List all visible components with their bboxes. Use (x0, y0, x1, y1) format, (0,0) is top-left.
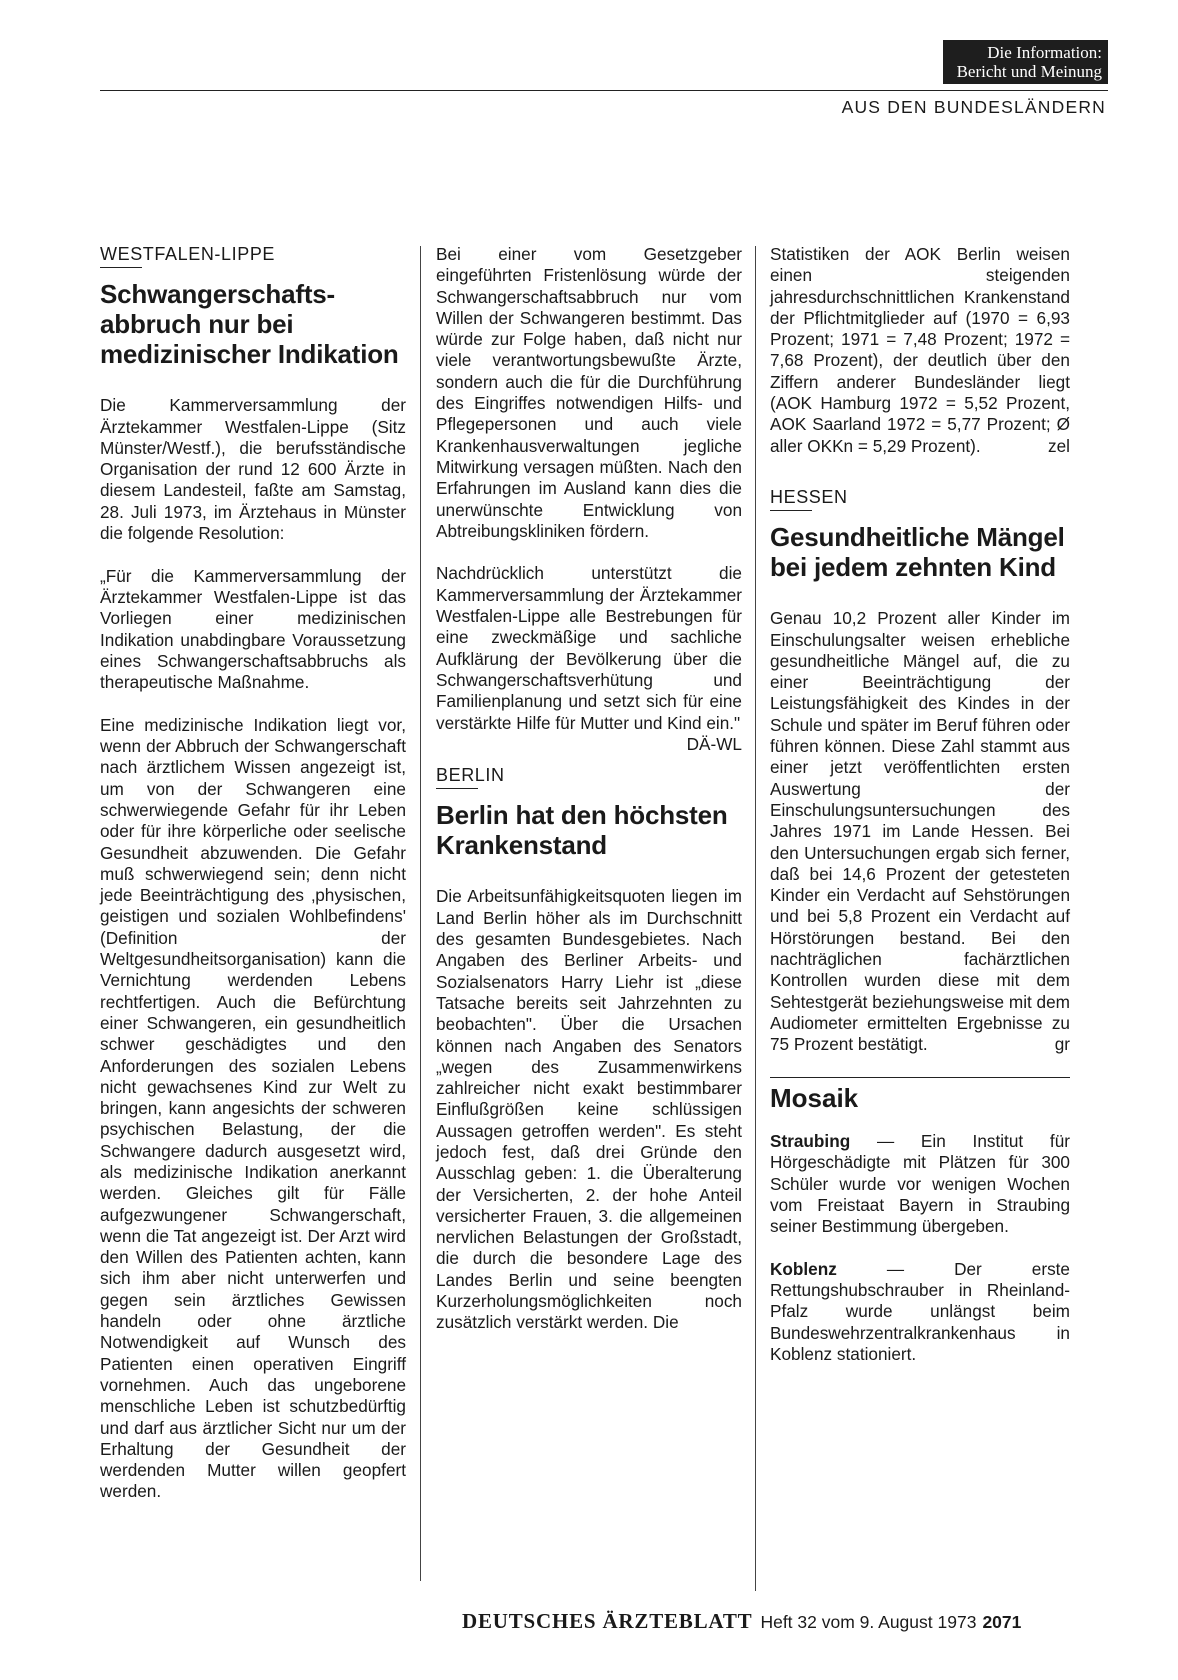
mosaik-item-text: — Der erste Rettungshubschrauber in Rheinland-Pfalz wurde unlängst beim Bundeswehrzentralkrankenhaus in Koblenz stationiert. (770, 1258, 1070, 1365)
article-2-signature: zel (1048, 435, 1070, 456)
magazine-name: DEUTSCHES ÄRZTEBLATT (462, 1609, 753, 1633)
article-1-title: Schwangerschafts-abbruch nur bei medizinischer Indikation (100, 279, 399, 370)
article-1-paragraph: Eine medizinische Indikation liegt vor, wenn der Abbruch der Schwangerschaft nach ärztlichem Wissen angezeigt ist, um von der Schwangeren eine schwerwiegende Gefahr für ihr Leben oder für ihre körperliche oder seelische Gesundheit abzuwenden. Die Gefahr muß schwerwiegend sein; denn nicht jede Beeinträchtigung des ‚physischen, geistigen und sozialen Wohlbefindens' (Definition der Weltgesundheitsorganisation) kann die Vernichtung werdenden Lebens rechtfertigen. Auch die Befürchtung einer Schwangeren, ein gesundheitlich schwer geschädigtes und den Anforderungen des sozialen Lebens nicht gewachsenes Kind zur Welt zu bringen, kann angesichts der schweren psychischen Belastung, der die Schwangere dadurch ausgesetzt wird, als medizinische Indikation anerkannt werden. Gleiches gilt für Fälle aufgezwungener Schwangerschaft, wenn die Tat angezeigt ist. Der Arzt wird den Willen des Patienten achten, kann sich ihm aber nicht unterwerfen und gegen sein ärztliches Gewissen handeln oder ohne ärztliche Notwendigkeit auf Wunsch des Patienten einen operativen Eingriff vornehmen. Auch das ungeborene menschliche Leben ist schutzbedürftig und darf aus ärztlicher Sicht nur um der Erhaltung der Gesundheit der werdenden Mutter willen geopfert werden. (100, 714, 406, 1502)
article-2-region: BERLIN (436, 765, 505, 786)
article-1-region: WESTFALEN-LIPPE (100, 244, 276, 264)
badge-line-1: Die Information: (987, 43, 1102, 62)
mosaik-item (770, 1259, 1070, 1365)
section-heading: AUS DEN BUNDESLÄNDERN (841, 97, 1106, 117)
article-3-paragraph-text: Genau 10,2 Prozent aller Kinder im Einschulungsalter weisen erhebliche gesundheitliche Mängel auf, die zu einer Beeinträchtigung der Leistungsfähigkeit des Kindes in der Schule und später im Beruf führen oder führen können. Diese Zahl stammt aus einer jetzt veröffentlichten ersten Auswertung der Einschulungsuntersuchungen des Jahres 1971 im Lande Hessen. Bei den Untersuchungen ergab sich ferner, daß bei 14,6 Prozent der getesteten Kinder ein Verdacht auf Sehstörungen und bei 5,8 Prozent ein Verdacht auf Hörstörungen bestand. Bei den nachträglichen fachärztlichen Kontrollen wurden diese mit dem Sehtestgerät beziehungsweise mit dem Audiometer ermittelten Ergebnisse zu 75 Prozent bestätigt. (770, 608, 1071, 1055)
column-divider-2 (755, 246, 756, 1591)
article-1-paragraph: Bei einer vom Gesetzgeber eingeführten Fristenlösung würde der Schwangerschaftsabbruch nur vom Willen der Schwangeren bestimmt. Das würde zur Folge haben, daß nicht nur viele verantwortungsbewußte Ärzte, sondern auch die für die Durchführung des Eingriffes notwendigen Hilfs- und Pflegepersonen und auch viele Krankenhausverwaltungen jegliche Mitwirkung versagen müßten. Nach den Erfahrungen im Ausland kann dies die unerwünschte Entwicklung von Abtreibungskliniken fördern. (436, 244, 742, 541)
article-2-continuation-text: Statistiken der AOK Berlin weisen einen steigenden jahresdurchschnittlichen Krankenstand der Pflichtmitglieder auf (1970 = 6,93 Prozent; 1971 = 7,48 Prozent; 1972 = 7,68 Prozent), der deutlich über den Ziffern anderer Bundesländer liegt (AOK Hamburg 1972 = 5,52 Prozent, AOK Saarland 1972 = 5,77 Prozent; Ø aller OKKn = 5,29 Prozent). (770, 244, 1070, 456)
article-3-signature: gr (1054, 1034, 1070, 1055)
page-number: 2071 (982, 1612, 1022, 1632)
badge-line-2: Bericht und Meinung (956, 62, 1102, 81)
article-1-paragraph: Die Kammerversammlung der Ärztekammer Westfalen-Lippe (Sitz Münster/Westf.), die berufsständische Organisation der rund 12 600 Ärzte in diesem Landesteil, faßte am Samstag, 28. Juli 1973, im Ärztehaus in Münster die folgende Resolution: (100, 395, 406, 544)
mosaik-item (770, 1131, 1070, 1237)
column-1 (100, 244, 406, 1503)
article-1-signature: DÄ-WL (686, 733, 742, 754)
article-2-title: Berlin hat den höchsten Krankenstand (436, 800, 728, 861)
article-3-region: HESSEN (770, 486, 848, 507)
column-3 (770, 244, 1070, 1365)
header-rule (100, 90, 1108, 91)
article-2-continuation (770, 244, 1070, 457)
category-badge (943, 40, 1108, 84)
article-1-paragraph-text: Nachdrücklich unterstützt die Kammerversammlung der Ärztekammer Westfalen-Lippe alle Bestrebungen für eine zweckmäßige und sachliche Aufklärung der Bevölkerung über die Schwangerschaftsverhütung und Familienplanung und setzt sich für eine verstärkte Hilfe für Mutter und Kind ein." (436, 563, 742, 733)
article-1-paragraph: „Für die Kammerversammlung der Ärztekammer Westfalen-Lippe ist das Vorliegen einer medizinischen Indikation unabdingbare Voraussetzung eines Schwangerschaftsabbruchs als therapeutische Maßnahme. (100, 565, 406, 693)
article-3-title: Gesundheitliche Mängel bei jedem zehnten Kind (770, 522, 1065, 583)
issue-info: Heft 32 vom 9. August 1973 (760, 1612, 977, 1632)
article-2-paragraph: Die Arbeitsunfähigkeitsquoten liegen im Land Berlin höher als im Durchschnitt des gesamten Bundesgebietes. Nach Angaben des Berliner Arbeits- und Sozialsenators Harry Liehr ist „diese Tatsache bereits seit Jahrzehnten zu beobachten". Über die Ursachen können nach Angaben des Senators „wegen des Zusammenwirkens zahlreicher nicht exakt bestimmbarer Einflußgrößen keine schlüssigen Aussagen getroffen werden". Es steht jedoch fest, daß drei Gründe den Ausschlag geben: 1. die Überalterung der Versicherten, 2. der hohe Anteil versicherter Frauen, 3. die allgemeinen nervlichen Belastungen der Großstadt, die durch die besondere Lage des Landes Berlin und seine beengten Kurzerholungsmöglichkeiten noch zusätzlich verstärkt werden. Die (436, 886, 742, 1333)
mosaik-item-city: Koblenz (770, 1258, 837, 1279)
mosaik-item-city: Straubing (770, 1131, 851, 1152)
column-divider-1 (420, 246, 421, 1581)
article-1-paragraph-final (436, 563, 742, 754)
page-footer (462, 1609, 1021, 1634)
mosaik-item-text: — Ein Institut für Hörgeschädigte mit Plätzen für 300 Schüler wurde vor wenigen Wochen vom Freistaat Bayern in Straubing seiner Bestimmung übergeben. (770, 1131, 1070, 1237)
column-2 (436, 244, 742, 1334)
mosaik-rule (770, 1077, 1070, 1078)
mosaik-title: Mosaik (770, 1082, 859, 1113)
article-3-paragraph (770, 608, 1070, 1055)
